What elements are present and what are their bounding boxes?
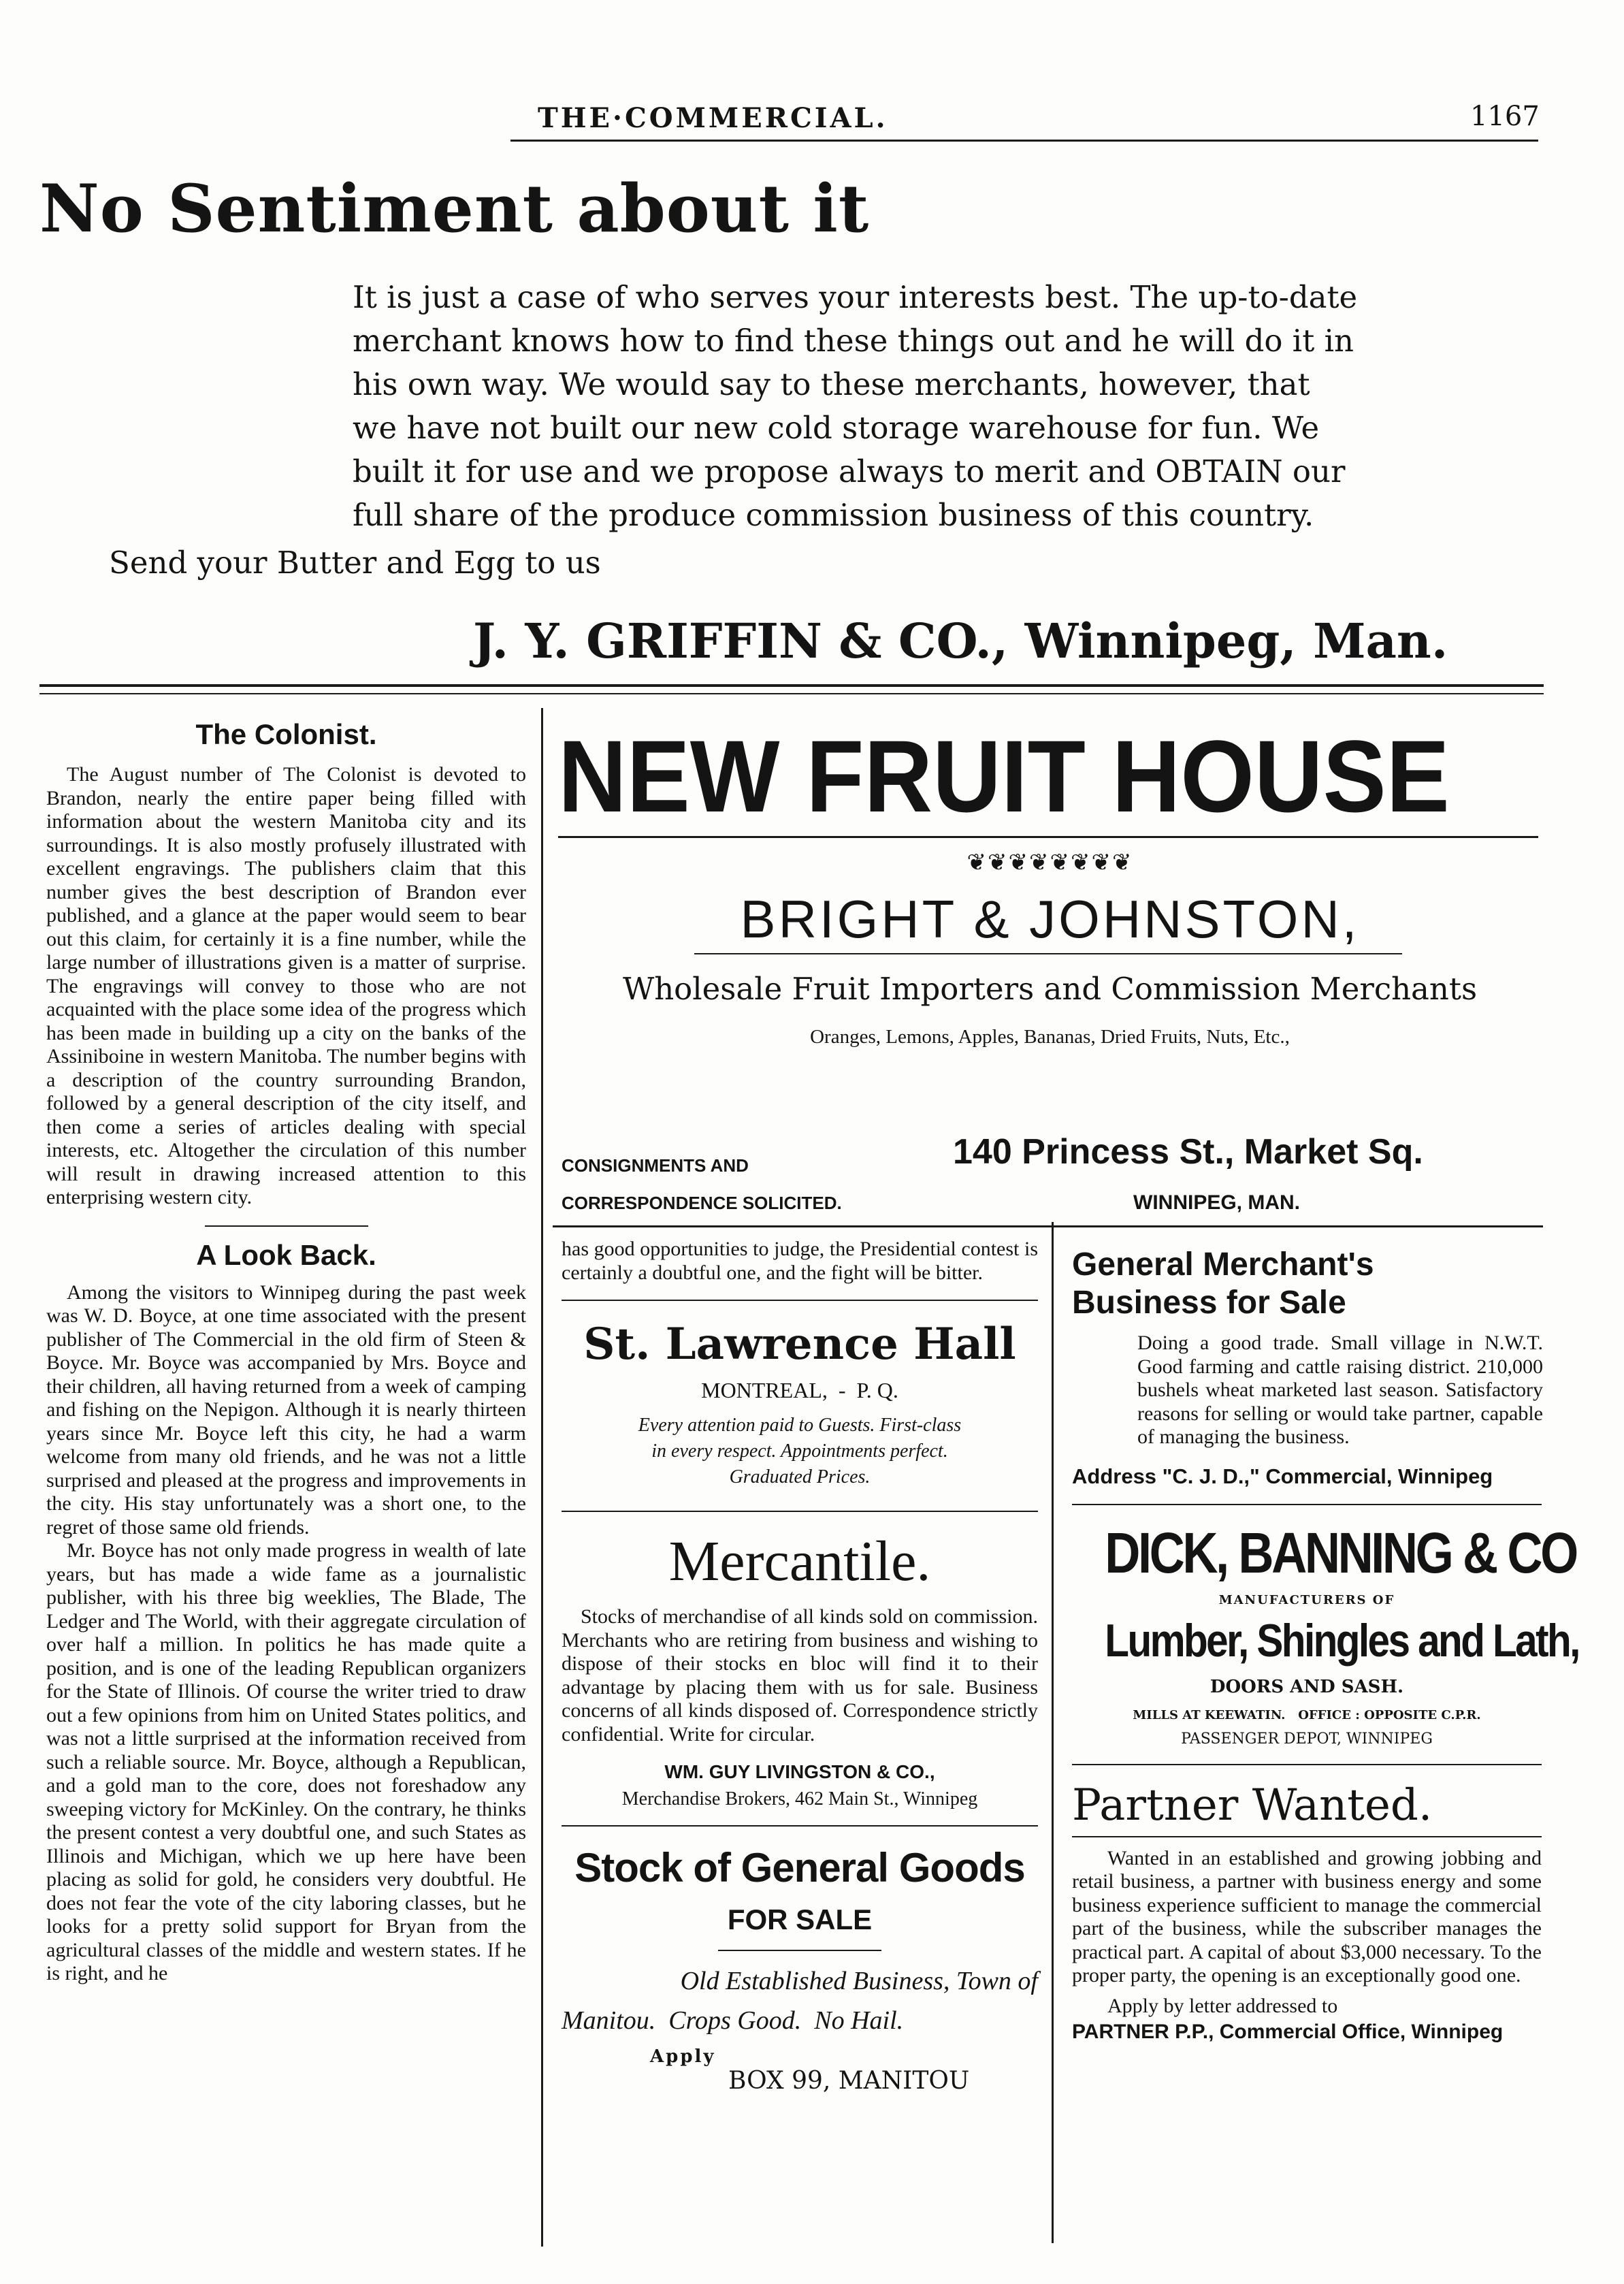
- look-back-paragraph: Among the visitors to Winnipeg during the past week was W. D. Boyce, at one time associated with the present publisher of The Commercial in the old firm of Steen & Boyce. Mr. Boyce was accompanied by Mrs. Boyce and their children, all having returned from a week of camping and fishing on the Nepigon. Although it is nearly thirteen years since Mr. Boyce left this city, he had a warm welcome from many old friends, and he was not a little surprised and pleased at the progress and improvements in the city. His stay unfortunately was a short one, to the regret of those same old friends.: [46, 1281, 526, 1539]
- st-lawrence-line: Graduated Prices.: [729, 1466, 871, 1487]
- dick-banning-title: DICK, BANNING & CO: [1105, 1520, 1576, 1585]
- look-back-continuation: has good opportunities to judge, the Presidential contest is certainly a doubtful one, and the fight will be bitter.: [562, 1238, 1038, 1284]
- column-rule-left: [541, 708, 543, 2247]
- right-rule-2: [1072, 1764, 1542, 1765]
- fruit-products: Oranges, Lemons, Apples, Bananas, Dried Fruits, Nuts, Etc.,: [810, 1026, 1290, 1048]
- dick-banning-lumber: Lumber, Shingles and Lath,: [1105, 1614, 1579, 1667]
- fruit-consign-1: CONSIGNMENTS AND: [562, 1155, 749, 1176]
- partner-address: PARTNER P.P., Commercial Office, Winnipeg: [1072, 2020, 1504, 2043]
- dick-banning-manufacturers: MANUFACTURERS OF: [1218, 1592, 1395, 1607]
- stock-goods-for-sale: FOR SALE: [727, 1903, 873, 1935]
- ornament-icon: ❦❦❦❦❦❦❦❦: [967, 849, 1133, 876]
- st-lawrence-location: MONTREAL, - P. Q.: [701, 1378, 898, 1402]
- fruit-address: 140 Princess St., Market Sq.: [953, 1132, 1423, 1172]
- stock-goods-rule: [718, 1950, 881, 1951]
- partner-body: Wanted in an established and growing jobbing and retail business, a partner with business energy and some business experience sufficient to manage the commercial part of the business, while the subscriber manages the practical part. A capital of about $3,000 necessary. To the proper party, the opening is an exceptionally good one.: [1072, 1846, 1542, 1987]
- dick-banning-mills: MILLS AT KEEWATIN. OFFICE : OPPOSITE C.P.R.: [1133, 1707, 1481, 1722]
- mid-rule-1: [562, 1300, 1038, 1301]
- mercantile-body: Stocks of merchandise of all kinds sold on commission. Merchants who are retiring from business and wishing to dispose of their stocks en bloc will find it to their advantage by placing them with us for sale. Business concerns of all kinds disposed of. Correspondence strictly confidential. Write for circular.: [562, 1605, 1038, 1746]
- general-merchant-body: Doing a good trade. Small village in N.W.T. Good farming and cattle raising district. 210,000 bushels wheat marketed last season. Satisfactory reasons for selling or would take partner, capable of managing the business.: [1137, 1332, 1543, 1448]
- partner-title: Partner Wanted.: [1072, 1780, 1433, 1831]
- dick-banning-doors: DOORS AND SASH.: [1209, 1676, 1404, 1697]
- section-rule-top: [39, 684, 1544, 687]
- fruit-firm: BRIGHT & JOHNSTON,: [740, 889, 1360, 949]
- griffin-line: built it for use and we propose always to merit and OBTAIN our: [353, 453, 1346, 489]
- fruit-firm-underline: [694, 953, 1402, 954]
- griffin-line: his own way. We would say to these merchants, however, that: [353, 366, 1310, 402]
- fruit-house-ad: [558, 719, 1542, 1048]
- header-rule: [510, 140, 1538, 142]
- general-merchant-title-2: Business for Sale: [1072, 1285, 1346, 1321]
- mercantile-address: Merchandise Brokers, 462 Main St., Winnipeg: [621, 1788, 978, 1809]
- griffin-line: we have not built our new cold storage warehouse for fun. We: [353, 410, 1320, 446]
- fruit-subtitle: Wholesale Fruit Importers and Commission Merchants: [622, 971, 1478, 1007]
- griffin-headline: No Sentiment about it: [39, 170, 870, 247]
- section-divider: [46, 1219, 526, 1232]
- mercantile-signature: WM. GUY LIVINGSTON & CO.,: [664, 1761, 935, 1782]
- fruit-house-rule: [558, 836, 1538, 838]
- general-merchant-address: Address "C. J. D.," Commercial, Winnipeg: [1072, 1464, 1493, 1488]
- middle-column: [562, 1238, 1038, 2095]
- right-column: [1072, 1246, 1579, 2044]
- stock-goods-apply: Apply: [650, 2046, 716, 2067]
- mercantile-title: Mercantile.: [668, 1530, 931, 1593]
- look-back-heading: A Look Back.: [196, 1238, 376, 1271]
- colonist-heading: The Colonist.: [195, 718, 377, 750]
- mid-rule-3: [562, 1825, 1038, 1827]
- fruit-ornament: [558, 849, 1542, 876]
- stock-goods-line1: Old Established Business, Town of: [680, 1967, 1038, 1995]
- colonist-body: The August number of The Colonist is devoted to Brandon, nearly the entire paper being filled with information about the western Manitoba city and its surroundings. It is also mostly profusely illustrated with excellent engravings. The publishers claim that this number gives the best description of Brandon ever published, and a glance at the paper would seem to bear out this claim, for certainly it is a fine number, while the large number of illustrations given is a matter of surprise. The engravings will convey to those who are not acquainted with the place some idea of the progress which has been made in building up a city on the banks of the Assiniboine in western Manitoba. The number begins with a description of the country surrounding Brandon, followed by a general description of the city itself, and then come a series of articles dealing with special interests, etc. Altogether the circulation of this number will result in drawing increased attention to this enterprising western city.: [46, 763, 526, 1208]
- st-lawrence-text: [562, 1413, 1038, 1490]
- griffin-body: [353, 276, 1544, 537]
- st-lawrence-line: in every respect. Appointments perfect.: [651, 1441, 948, 1462]
- left-column: [46, 718, 526, 1986]
- stock-goods-line2: Manitou. Crops Good. No Hail.: [562, 2006, 904, 2035]
- divider-line: [205, 1225, 368, 1227]
- partner-rule: [1072, 1836, 1542, 1837]
- griffin-line: It is just a case of who serves your interests best. The up-to-date: [353, 279, 1358, 315]
- fruit-city: WINNIPEG, MAN.: [1133, 1191, 1300, 1214]
- fruit-house-title: NEW FRUIT HOUSE: [558, 719, 1450, 833]
- fruit-consign-2: CORRESPONDENCE SOLICITED.: [562, 1193, 842, 1213]
- general-merchant-title-1: General Merchant's: [1072, 1246, 1374, 1283]
- griffin-signature: J. Y. GRIFFIN & CO., Winnipeg, Man.: [473, 613, 1448, 669]
- stock-goods-box: BOX 99, MANITOU: [728, 2067, 970, 2095]
- running-title: THE·COMMERCIAL.: [538, 102, 888, 134]
- page-number: 1167: [1470, 101, 1540, 132]
- st-lawrence-title: St. Lawrence Hall: [583, 1319, 1016, 1370]
- section-rule-bottom: [39, 693, 1544, 694]
- dick-banning-depot: PASSENGER DEPOT, WINNIPEG: [1181, 1730, 1433, 1748]
- mid-rule-2: [562, 1511, 1038, 1512]
- griffin-send: Send your Butter and Egg to us: [109, 545, 601, 581]
- fruit-bottom-rule: [553, 1225, 1543, 1227]
- look-back-paragraph: Mr. Boyce has not only made progress in wealth of late years, but has made a wide fame as a journalistic publisher, with his three big weeklies, The Blade, The Ledger and The World, with their aggregate circulation of over half a million. In politics he has made quite a position, and is one of the leading Republican organizers for the State of Illinois. Of course the writer tried to draw out a few opinions from him on United States politics, and was not a little surprised at the information received from such a reliable source. Mr. Boyce, although a Republican, and a gold man to the core, does not foreshadow any sweeping victory for McKinley. On the contrary, he thinks the present contest a very doubtful one, and such States as Illinois and Michigan, which we up here have been placing as solid for gold, he considers very doubtful. He does not fear the vote of the city laboring classes, but he looks for a pretty solid support for Bryan from the agricultural classes of the middle and western states. If he is right, and he: [46, 1539, 526, 1984]
- griffin-line: full share of the produce commission business of this country.: [353, 497, 1314, 533]
- stock-goods-title: Stock of General Goods: [574, 1845, 1025, 1891]
- griffin-line: merchant knows how to find these things out and he will do it in: [353, 323, 1354, 359]
- partner-apply: Apply by letter addressed to: [1107, 1994, 1338, 2017]
- right-rule-1: [1072, 1504, 1542, 1505]
- column-rule-right: [1052, 1222, 1054, 2243]
- st-lawrence-line: Every attention paid to Guests. First-class: [638, 1415, 962, 1436]
